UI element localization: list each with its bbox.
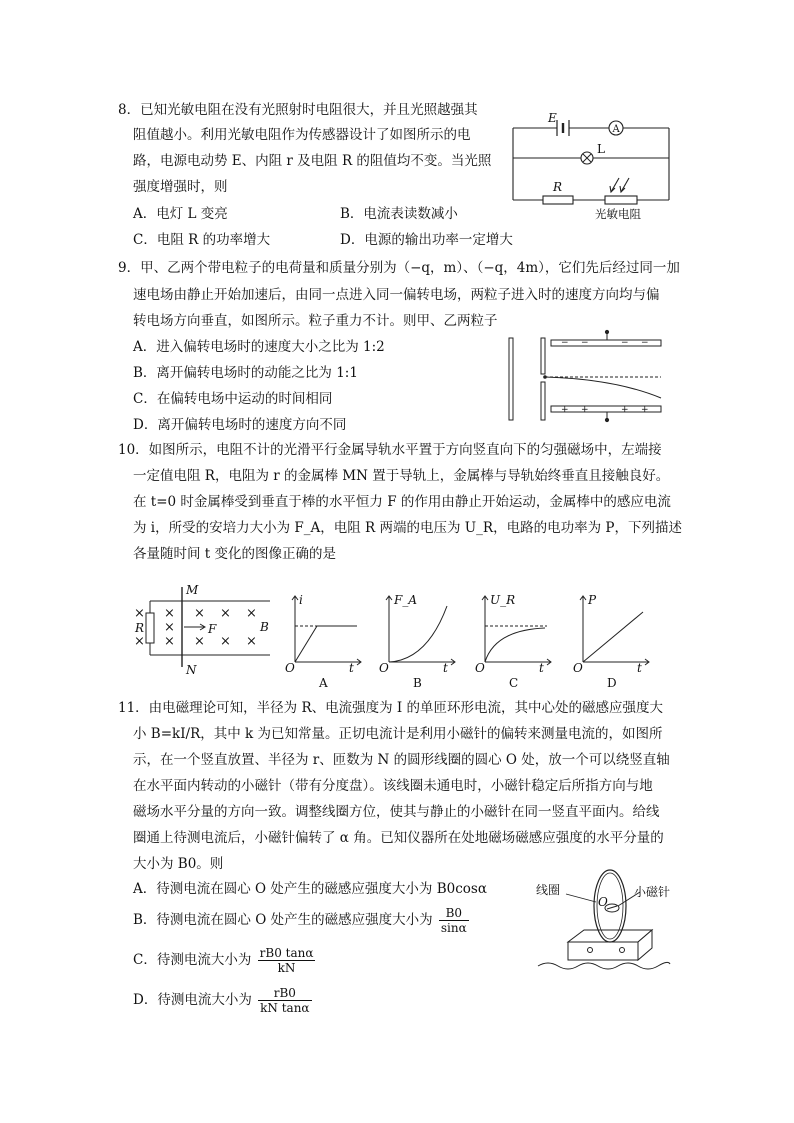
q8-option-a: A．电灯 L 变亮 [133,206,228,222]
q11-option-c-fraction [258,946,316,975]
q11-option-b-fraction [439,906,469,935]
q8-label-l: L [597,142,605,156]
q11-option-a: A．待测电流在圆心 O 处产生的磁感应强度大小为 B0cosα [133,881,487,897]
graph-b-origin: O [379,661,389,675]
q11-option-b-text: B．待测电流在圆心 O 处产生的磁感应强度大小为 [133,912,433,928]
q8-label-e: E [548,111,557,125]
q9-option-c: C．在偏转电场中运动的时间相同 [133,391,333,407]
svg-text:×: × [246,606,257,621]
graph-a-origin: O [285,661,295,675]
q10-rail-diagram [130,583,275,677]
q8-stem-line-3: 路，电源电动势 E、内阻 r 及电阻 R 的阻值均不变。当光照 [133,153,492,169]
svg-text:×: × [134,634,145,649]
svg-text:×: × [220,634,231,649]
svg-text:−: − [641,338,649,348]
svg-text:+: + [581,405,589,415]
q11-stem-line-1: 11．由电磁理论可知，半径为 R、电流强度为 I 的单匝环形电流，其中心处的磁感应强度大 [118,700,664,716]
photoresistor-symbol [605,196,637,204]
q8-circuit-diagram [505,108,675,223]
q10-stem-line-4: 为 i，所受的安培力大小为 F_A，电阻 R 两端的电压为 U_R，电路的电功率为 P，下列描述 [133,520,682,536]
q11-stem-line-3: 示，在一个竖直放置、半径为 r、匝数为 N 的圆形线圈的圆心 O 处，放一个可以绕竖直轴 [133,752,670,768]
graph-c-x-label: t [539,661,544,675]
q11-option-b [133,903,471,937]
svg-text:+: + [561,405,569,415]
q8-stem-line-1: 8．已知光敏电阻在没有光照射时电阻很大，并且光照越强其 [118,102,478,118]
q10-graph-d [571,590,651,690]
q10-stem-line-2: 一定值电阻 R，电阻为 r 的金属棒 MN 置于导轨上，金属棒与导轨始终垂直且接触良好。 [133,468,670,484]
q8-stem-line-4: 强度增强时，则 [133,179,228,195]
q8-option-d: D．电源的输出功率一定增大 [340,232,513,248]
svg-text:×: × [194,606,205,621]
graph-c-option-label: C [509,676,519,690]
q8-option-c: C．电阻 R 的功率增大 [133,232,271,248]
q11-label-coil: 线圈 [536,883,561,897]
q10-stem-line-3: 在 t=0 时金属棒受到垂直于棒的水平恒力 F 的作用由静止开始运动，金属棒中的感应电流 [133,494,671,510]
q9-stem-line-2: 速电场由静止开始加速后，由同一点进入同一偏转电场，两粒子进入时的速度方向均与偏 [133,287,660,303]
q10-label-n: N [186,663,197,677]
q8-option-b: B．电流表读数减小 [340,206,458,222]
graph-d-x-label: t [637,661,642,675]
q9-option-b: B．离开偏转电场时的动能之比为 1:1 [133,365,358,381]
graph-b-x-label: t [443,661,448,675]
fraction-denominator: kN tanα [260,1001,310,1015]
graph-d-y-label: P [588,593,597,607]
q9-stem-line-3: 转电场方向垂直，如图所示。粒子重力不计。则甲、乙两粒子 [133,313,498,329]
resistor-symbol [146,613,154,643]
q11-label-needle: 小磁针 [634,885,671,899]
graph-a-y-label: i [299,593,303,607]
q11-option-d-fraction [258,986,311,1015]
svg-text:−: − [581,338,589,348]
q10-stem-line-1: 10．如图所示，电阻不计的光滑平行金属导轨水平置于方向竖直向下的匀强磁场中，左端接 [118,442,662,458]
graph-a-x-label: t [349,661,354,675]
q10-graph-c [473,590,553,690]
graph-c-y-label: U_R [490,593,516,607]
svg-text:+: + [621,405,629,415]
svg-text:×: × [220,606,231,621]
fraction-denominator: sinα [440,921,467,935]
q8-stem-line-2: 阻值越小。利用光敏电阻作为传感器设计了如图所示的电 [133,127,471,143]
q10-label-f: F [208,622,217,636]
q11-stem-line-4: 在水平面内转动的小磁针（带有分度盘）。该线圈未通电时，小磁针稳定后所指方向与地 [133,778,653,794]
resistor-symbol [543,196,573,204]
q10-label-r: R [135,621,145,635]
graph-c-origin: O [475,661,485,675]
q9-deflection-diagram [505,330,665,422]
graph-d-option-label: D [607,676,617,690]
q11-stem-line-6: 圈通上待测电流后，小磁针偏转了 α 角。已知仪器所在处地磁场磁感应强度的水平分量的 [133,830,664,846]
q8-label-photoresistor: 光敏电阻 [595,207,641,221]
svg-text:+: + [641,405,649,415]
q9-option-a: A．进入偏转电场时的速度大小之比为 1:2 [133,339,385,355]
svg-text:−: − [561,338,569,348]
graph-a-option-label: A [319,676,328,690]
q11-stem-line-7: 大小为 B0。则 [133,856,224,872]
fraction-numerator: rB0 [258,986,311,1001]
q10-label-b: B [260,620,269,634]
svg-text:×: × [164,634,175,649]
fraction-denominator: kN [277,961,296,975]
q8-label-ammeter: A [612,124,620,135]
graph-d-origin: O [573,661,583,675]
q11-option-d [133,983,314,1017]
q11-stem-line-5: 磁场水平分量的方向一致。调整线圈方位，使其与静止的小磁针在同一竖直平面内。给线 [133,804,660,820]
q11-option-d-text: D．待测电流大小为 [133,992,252,1008]
q10-label-m: M [186,583,199,597]
fraction-numerator: rB0 tanα [259,946,314,960]
svg-text:×: × [134,606,145,621]
q10-graph-a [283,590,363,690]
svg-text:−: − [621,338,629,348]
svg-text:×: × [194,634,205,649]
q8-label-r: R [553,180,563,194]
q9-option-d: D．离开偏转电场时的速度方向不同 [133,417,347,433]
graph-b-option-label: B [413,676,422,690]
q11-option-c-text: C．待测电流大小为 [133,952,252,968]
svg-text:×: × [164,620,175,635]
lamp-symbol [581,152,593,164]
svg-text:×: × [164,606,175,621]
q10-graph-b [377,590,457,690]
q11-option-c [133,943,317,977]
graph-b-y-label: F_A [394,593,417,607]
q11-galvanometer-diagram [528,868,678,978]
battery-symbol [557,120,569,136]
q11-label-o: O [598,895,608,909]
q11-stem-line-2: 小 B=kI/R，其中 k 为已知常量。正切电流计是利用小磁针的偏转来测量电流的，如图所 [133,726,663,742]
fraction-numerator: B0 [439,906,469,921]
light-arrows-icon [610,178,629,192]
svg-text:×: × [246,634,257,649]
q9-stem-line-1: 9．甲、乙两个带电粒子的电荷量和质量分别为（−q，m）、（−q，4m），它们先后经过同一加 [118,260,680,276]
q10-stem-line-5: 各量随时间 t 变化的图像正确的是 [133,546,337,562]
